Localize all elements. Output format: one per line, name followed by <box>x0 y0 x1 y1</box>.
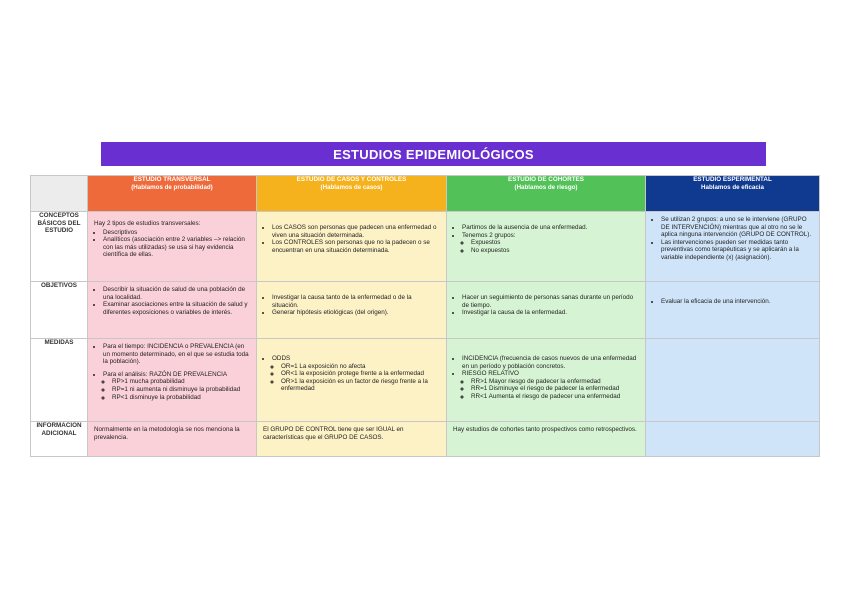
list-item <box>272 355 440 393</box>
sub-list-item: ◦ RR<1 Aumenta el riesgo de padecer una enfermedad <box>471 393 639 401</box>
cell-transversal <box>88 339 257 422</box>
header-subtitle: Hablamos de eficacia <box>701 183 764 191</box>
header-subtitle: (Hablamos de casos) <box>320 183 383 191</box>
row-label: INFORMACIÓN ADICIONAL <box>31 422 88 457</box>
list-item: • Hacer un seguimiento de personas sanas durante un período de tiempo. <box>462 294 639 309</box>
sub-list-item: ◦ OR<1 la exposición protege frente a la enfermedad <box>281 370 440 378</box>
row-label: CONCEPTOS BÁSICOS DEL ESTUDIO <box>31 212 88 282</box>
list-item: • Para el tiempo: INCIDENCIA o PREVALENCIA (en un momento determinado, en el que se estudia toda la población). <box>103 343 250 366</box>
header-cohortes <box>447 176 646 212</box>
cell-experimental <box>646 282 820 339</box>
list-item <box>462 232 639 255</box>
sub-list-item: ◦ RP=1 ni aumenta ni disminuye la probabilidad <box>112 386 250 394</box>
list-item: • Se utilizan 2 grupos: a uno se le interviene (GRUPO DE INTERVENCIÓN) mientras que al otro no se le aplica ninguna intervención (GRUPO DE CONTROL). <box>661 216 813 239</box>
list-item: • Evaluar la eficacia de una intervención. <box>661 298 813 306</box>
list-item: • Investigar la causa de la enfermedad. <box>462 309 639 317</box>
header-transversal <box>88 176 257 212</box>
page-title: ESTUDIOS EPIDEMIOLÓGICOS <box>101 142 766 166</box>
row-label: MEDIDAS <box>31 339 88 422</box>
cell-experimental <box>646 339 820 422</box>
sub-list-item: ◦ No expuestos <box>471 247 639 255</box>
list-item: • Examinar asociaciones entre la situación de salud y diferentes exposiciones o variables de interés. <box>103 301 250 316</box>
sub-list-item: ◦ RP>1 mucha probabilidad <box>112 378 250 386</box>
sub-list-item: ◦ OR=1 La exposición no afecta <box>281 363 440 371</box>
cell-experimental <box>646 212 820 282</box>
list-item: • INCIDENCIA (frecuencia de casos nuevos de una enfermedad en un período y población concretos. <box>462 355 639 370</box>
cell-casos <box>257 212 447 282</box>
list-item <box>103 371 250 401</box>
cell-text: Hay estudios de cohortes tanto prospectivos como retrospectivos. <box>453 426 637 433</box>
cell-text: Hay 2 tipos de estudios transversales: <box>94 220 201 227</box>
header-title: ESTUDIO DE CASOS Y CONTROLES <box>296 176 407 183</box>
list-item-text: RIESGO RELATIVO <box>462 370 519 378</box>
cell-transversal <box>88 422 257 457</box>
cell-casos <box>257 282 447 339</box>
cell-cohortes <box>447 212 646 282</box>
list-item: • Partimos de la ausencia de una enfermedad. <box>462 224 639 232</box>
header-subtitle: (Hablamos de riesgo) <box>514 183 578 191</box>
cell-text: El GRUPO DE CONTROL tiene que ser IGUAL en características que el GRUPO DE CASOS. <box>263 426 404 441</box>
row-informacion <box>31 422 820 457</box>
sub-list-item: ◦ RP<1 disminuye la probabilidad <box>112 394 250 402</box>
cell-cohortes <box>447 422 646 457</box>
list-item: • Descriptivos <box>103 229 250 237</box>
list-item-text: Para el análisis: RAZÓN DE PREVALENCIA <box>103 370 228 378</box>
sub-list-item: ◦ OR>1 la exposición es un factor de riesgo frente a la enfermedad <box>281 378 440 393</box>
list-item: • Analíticos (asociación entre 2 variables –> relación con las más utilizadas) se usa si hay evidencia científica de ellas. <box>103 236 250 259</box>
corner-cell <box>31 176 88 212</box>
row-label: OBJETIVOS <box>31 282 88 339</box>
cell-transversal <box>88 212 257 282</box>
cell-cohortes <box>447 339 646 422</box>
sub-list-item: ◦ RR=1 Disminuye el riesgo de padecer la enfermedad <box>471 385 639 393</box>
list-item: • Las intervenciones pueden ser medidas tanto preventivas como terapéuticas y se aplicarán a la variable independiente (x) (asignación). <box>661 239 813 262</box>
row-conceptos <box>31 212 820 282</box>
header-experimental <box>646 176 820 212</box>
row-objetivos <box>31 282 820 339</box>
cell-experimental <box>646 422 820 457</box>
cell-casos <box>257 422 447 457</box>
comparison-table <box>30 175 820 457</box>
header-subtitle: (Hablamos de probabilidad) <box>131 183 213 191</box>
cell-cohortes <box>447 282 646 339</box>
header-row <box>31 176 820 212</box>
sub-list-item: ◦ RR>1 Mayor riesgo de padecer la enfermedad <box>471 378 639 386</box>
cell-text: Normalmente en la metodología se nos menciona la prevalencia. <box>94 426 240 441</box>
list-item-text: Tenemos 2 grupos: <box>462 231 516 239</box>
list-item: • Describir la situación de salud de una población de una localidad. <box>103 286 250 301</box>
sub-list-item: ◦ Expuestos <box>471 239 639 247</box>
list-item: • Los CASOS son personas que padecen una enfermedad o viven una situación determinada. <box>272 224 440 239</box>
cell-casos <box>257 339 447 422</box>
list-item: • Generar hipótesis etiológicas (del origen). <box>272 309 440 317</box>
list-item: • Investigar la causa tanto de la enfermedad o de la situación. <box>272 294 440 309</box>
list-item: • Los CONTROLES son personas que no la padecen o se encuentran en una situación determinada. <box>272 239 440 254</box>
row-medidas <box>31 339 820 422</box>
header-title: ESTUDIO ESPERIMENTAL <box>693 176 772 183</box>
cell-transversal <box>88 282 257 339</box>
list-item <box>462 370 639 400</box>
header-title: ESTUDIO DE COHORTES <box>508 176 584 183</box>
header-casos-controles <box>257 176 447 212</box>
header-title: ESTUDIO TRANSVERSAL <box>133 176 211 183</box>
list-item-text: ODDS <box>272 355 291 362</box>
